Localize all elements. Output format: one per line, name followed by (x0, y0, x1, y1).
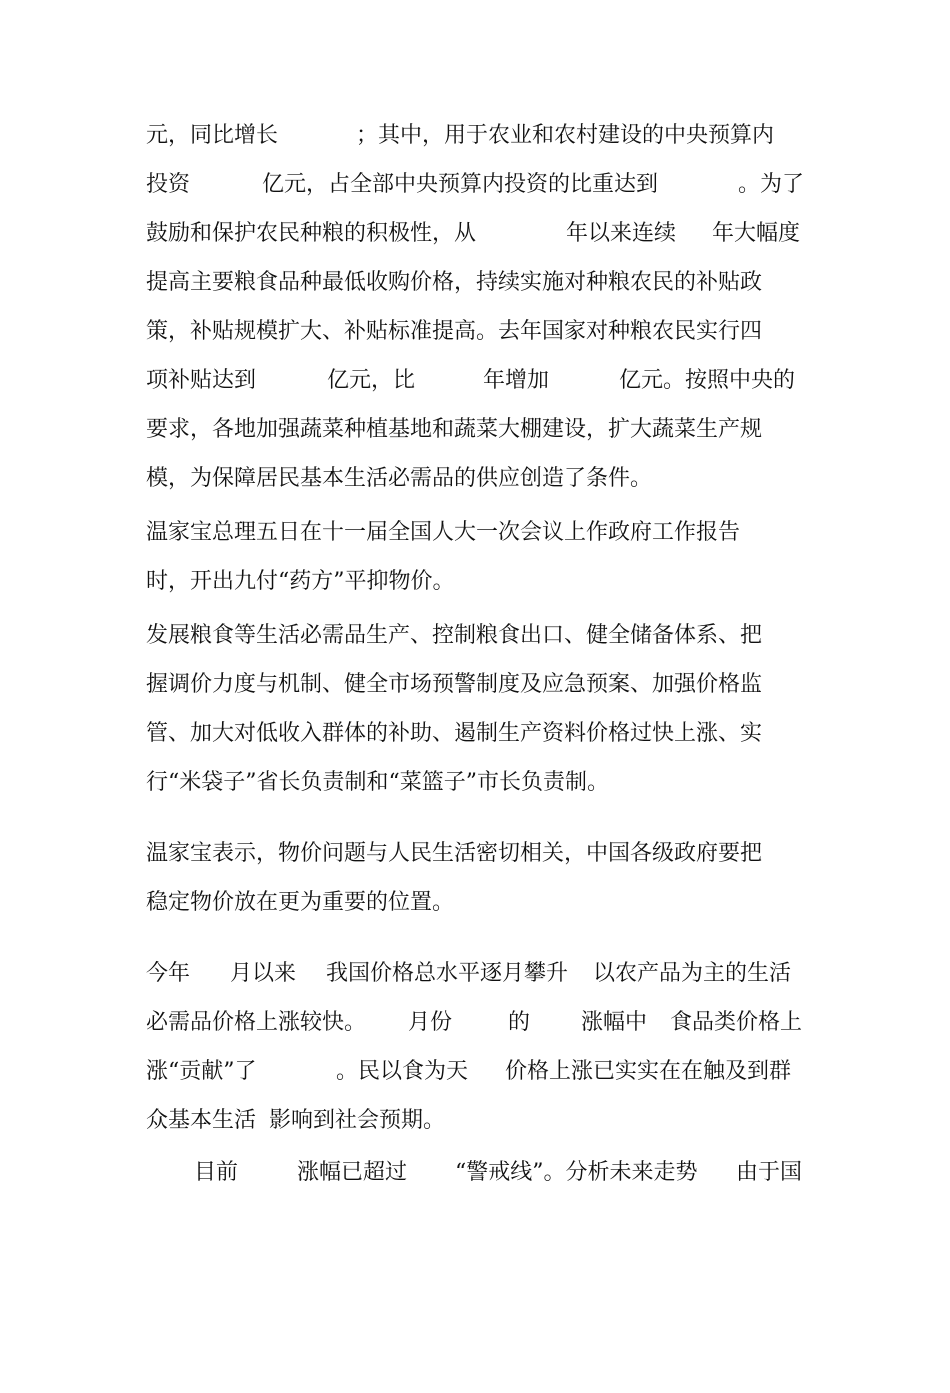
text-line (0, 834, 950, 874)
text-line (0, 361, 950, 401)
text-line (0, 763, 950, 803)
text-line (0, 883, 950, 923)
text-segment: 鼓励和保护农民种粮的积极性，从 (146, 221, 477, 246)
text-segment: 投资 (146, 172, 191, 197)
text-line (0, 954, 950, 994)
text-segment: 的 (508, 1010, 531, 1035)
text-segment: 影响到社会预期。 (269, 1108, 446, 1133)
text-segment: 涨幅中 (581, 1010, 648, 1035)
text-segment: 我国价格总水平逐月攀升 (326, 961, 569, 986)
text-line (0, 616, 950, 656)
text-segment: 元，同比增长 (146, 123, 279, 148)
text-segment: 时，开出九付“药方”平抑物价。 (146, 569, 455, 594)
text-segment: 亿元，占全部中央预算内投资的比重达到 (262, 172, 659, 197)
text-line (0, 165, 950, 205)
text-line (0, 665, 950, 705)
text-line (0, 214, 950, 254)
text-segment: 目前 (194, 1160, 239, 1185)
text-segment: 温家宝表示，物价问题与人民生活密切相关，中国各级政府要把 (146, 841, 763, 866)
text-segment: 年增加 (483, 368, 550, 393)
text-segment: 发展粮食等生活必需品生产、控制粮食出口、健全储备体系、把 (146, 623, 763, 648)
text-segment: 今年 (146, 961, 191, 986)
text-segment: 涨“贡献”了 (146, 1059, 257, 1084)
text-segment: 稳定物价放在更为重要的位置。 (146, 890, 455, 915)
text-segment: 。民以食为天 (336, 1059, 469, 1084)
text-segment: “警戒线”。分析未来走势 (455, 1160, 698, 1185)
text-segment: 亿元，比 (327, 368, 416, 393)
text-line (0, 1153, 950, 1193)
text-line (0, 562, 950, 602)
text-segment: 食品类价格上 (670, 1010, 803, 1035)
text-segment: 提高主要粮食品种最低收购价格，持续实施对种粮农民的补贴政 (146, 270, 763, 295)
text-segment: 行“米袋子”省长负责制和“菜篮子”市长负责制。 (146, 770, 609, 795)
text-segment: 亿元。按照中央的 (619, 368, 796, 393)
text-line (0, 116, 950, 156)
text-segment: 要求，各地加强蔬菜种植基地和蔬菜大棚建设，扩大蔬菜生产规 (146, 417, 763, 442)
text-segment: 握调价力度与机制、健全市场预警制度及应急预案、加强价格监 (146, 672, 763, 697)
text-segment: 管、加大对低收入群体的补助、遏制生产资料价格过快上涨、实 (146, 721, 763, 746)
text-line (0, 1101, 950, 1141)
text-segment: 项补贴达到 (146, 368, 257, 393)
text-segment: 价格上涨已实实在在触及到群 (505, 1059, 792, 1084)
text-segment: 月份 (408, 1010, 453, 1035)
text-segment: 众基本生活 (146, 1108, 257, 1133)
text-segment: 模，为保障居民基本生活必需品的供应创造了条件。 (146, 466, 653, 491)
text-segment: 。为了 (738, 172, 805, 197)
text-line (0, 513, 950, 553)
text-line (0, 714, 950, 754)
text-segment: 年大幅度 (712, 221, 801, 246)
text-line (0, 410, 950, 450)
text-segment: 由于国 (736, 1160, 803, 1185)
text-segment: ；其中，用于农业和农村建设的中央预算内 (356, 123, 775, 148)
text-segment: 年以来连续 (566, 221, 677, 246)
text-line (0, 1003, 950, 1043)
text-line (0, 1052, 950, 1092)
text-line (0, 312, 950, 352)
text-line (0, 263, 950, 303)
text-segment: 月以来 (230, 961, 297, 986)
text-segment: 温家宝总理五日在十一届全国人大一次会议上作政府工作报告 (146, 520, 741, 545)
text-segment: 以农产品为主的生活 (593, 961, 792, 986)
text-segment: 策，补贴规模扩大、补贴标准提高。去年国家对种粮农民实行四 (146, 319, 763, 344)
text-segment: 必需品价格上涨较快。 (146, 1010, 367, 1035)
text-line (0, 459, 950, 499)
text-segment: 涨幅已超过 (297, 1160, 408, 1185)
